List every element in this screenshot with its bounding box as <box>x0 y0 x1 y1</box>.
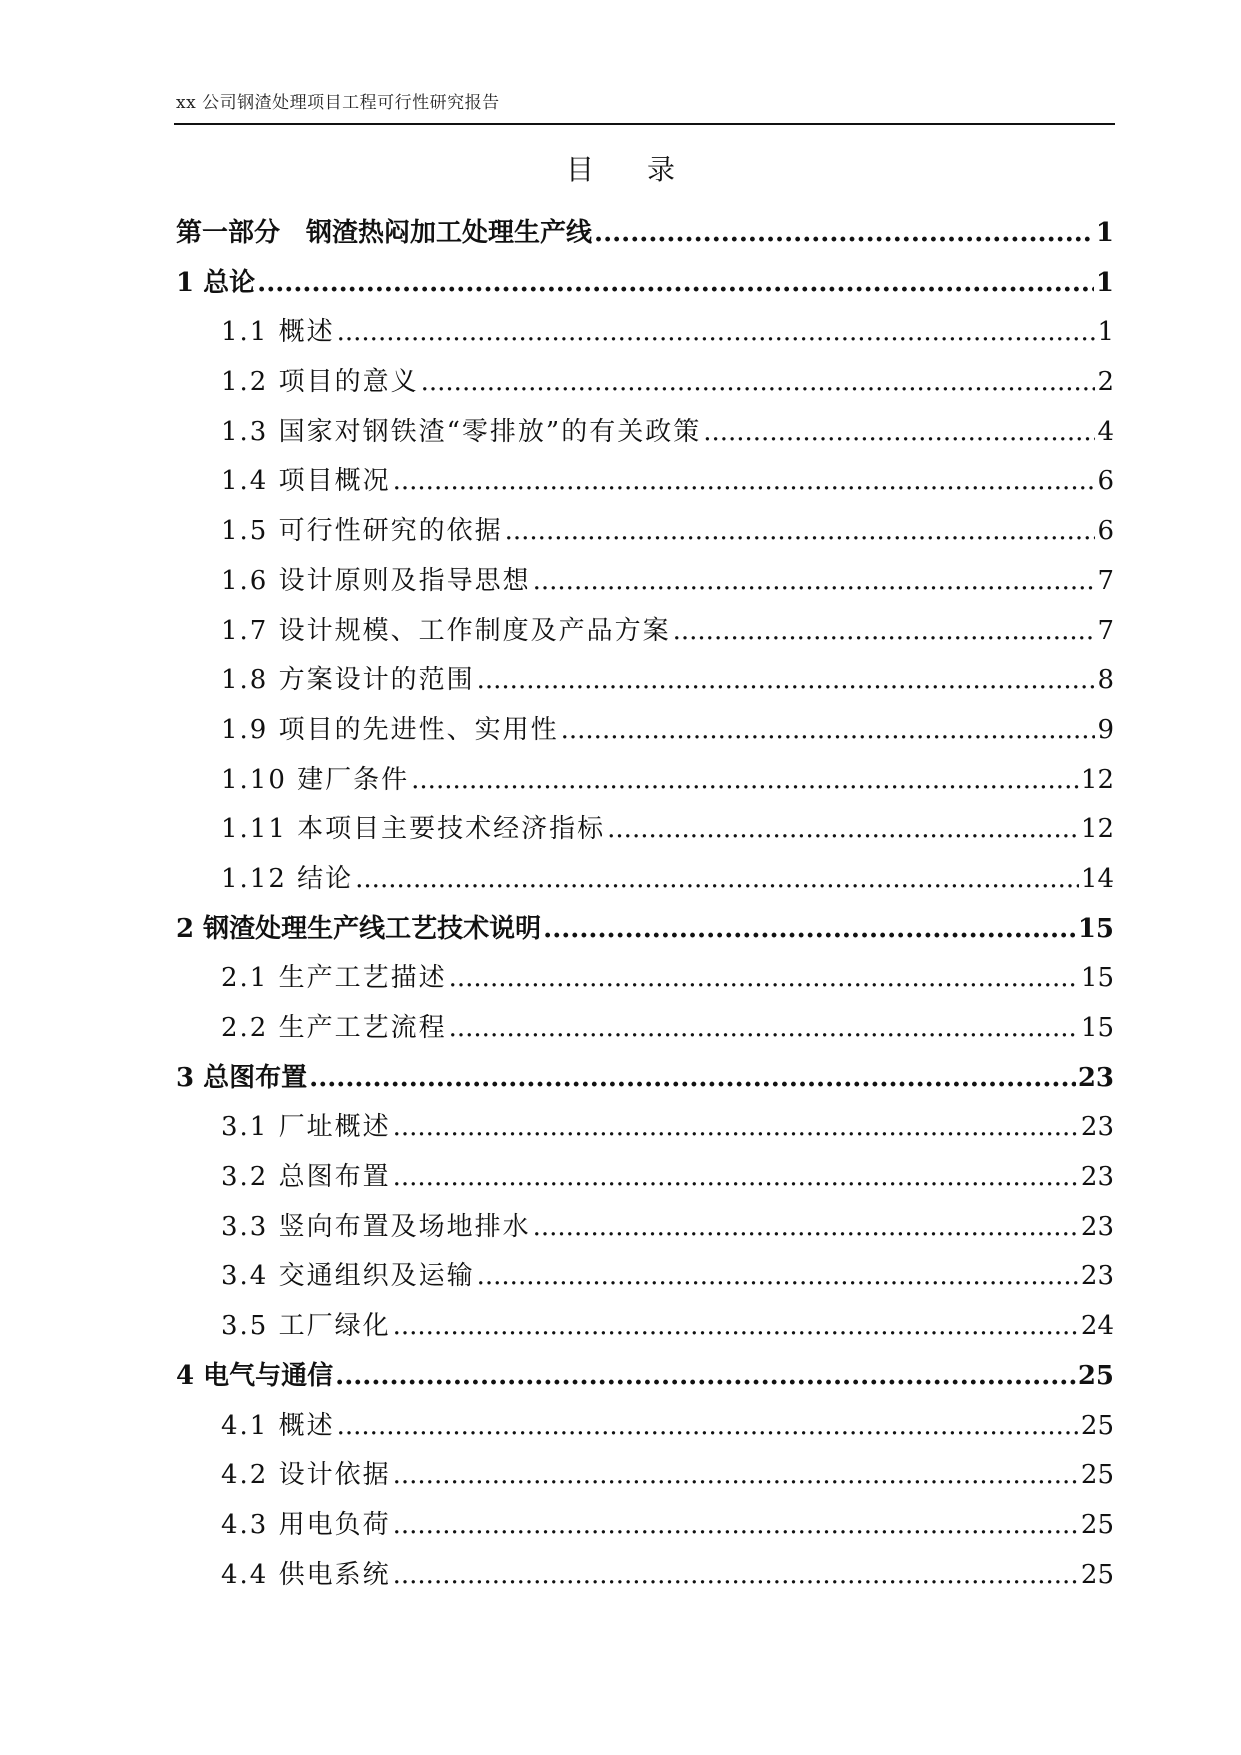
page-header: xx 公司钢渣处理项目工程可行性研究报告 <box>176 93 500 113</box>
toc-entry-page-number: 7 <box>1097 615 1114 646</box>
toc-entry-page-number: 9 <box>1097 714 1114 745</box>
toc-entry-page-number: 8 <box>1097 665 1114 696</box>
toc-dot-leader <box>533 566 1096 596</box>
toc-entry[interactable] <box>176 808 1114 858</box>
toc-entry[interactable] <box>176 262 1114 312</box>
toc-entry-page-number: 15 <box>1080 963 1114 994</box>
toc-entry-label: 4.3 用电负荷 <box>221 1509 391 1540</box>
toc-entry[interactable] <box>176 610 1114 660</box>
toc-entry[interactable] <box>176 311 1114 361</box>
toc-title: 目 录 <box>566 153 697 186</box>
toc-entry[interactable] <box>176 759 1114 809</box>
toc-entry-page-number: 25 <box>1080 1410 1114 1441</box>
toc-entry-label: 3.3 竖向布置及场地排水 <box>221 1211 531 1242</box>
toc-entry-label: 3.4 交通组织及运输 <box>221 1261 475 1292</box>
toc-entry-page-number: 1 <box>1095 267 1114 298</box>
toc-entry-page-number: 6 <box>1097 466 1114 497</box>
toc-entry[interactable] <box>176 361 1114 411</box>
toc-entry[interactable] <box>176 460 1114 510</box>
toc-dot-leader <box>393 1162 1079 1192</box>
table-of-contents <box>176 212 1114 1603</box>
toc-dot-leader <box>411 765 1079 795</box>
toc-entry[interactable] <box>176 1156 1114 1206</box>
toc-entry-label: 4 电气与通信 <box>176 1360 334 1391</box>
toc-entry[interactable] <box>176 908 1114 958</box>
toc-entry-label: 1.7 设计规模、工作制度及产品方案 <box>221 615 671 646</box>
toc-entry[interactable] <box>176 1007 1114 1057</box>
toc-entry-label: 4.4 供电系统 <box>221 1559 391 1590</box>
toc-entry-page-number: 15 <box>1080 1013 1114 1043</box>
toc-entry[interactable] <box>176 858 1114 908</box>
toc-entry-label: 4.2 设计依据 <box>221 1460 391 1491</box>
toc-entry-page-number: 23 <box>1077 1062 1114 1093</box>
toc-entry-page-number: 12 <box>1080 764 1114 795</box>
toc-entry[interactable] <box>176 957 1114 1007</box>
toc-dot-leader <box>477 665 1096 695</box>
toc-entry-page-number: 23 <box>1080 1112 1114 1143</box>
toc-entry-page-number: 4 <box>1097 416 1114 447</box>
toc-entry-label: 1.1 概述 <box>221 317 335 348</box>
toc-entry[interactable] <box>176 1057 1114 1107</box>
toc-dot-leader <box>337 1411 1079 1441</box>
toc-entry-label: 1 总论 <box>176 267 256 298</box>
toc-entry-label: 2.2 生产工艺流程 <box>221 1013 447 1043</box>
toc-dot-leader <box>505 516 1096 546</box>
toc-dot-leader <box>337 317 1096 347</box>
toc-dot-leader <box>561 715 1096 745</box>
toc-entry-page-number: 14 <box>1080 863 1114 894</box>
toc-entry[interactable] <box>176 709 1114 759</box>
toc-dot-leader <box>393 466 1096 496</box>
toc-dot-leader <box>533 1212 1079 1242</box>
toc-entry-page-number: 2 <box>1097 367 1114 398</box>
toc-entry-label: 3.5 工厂绿化 <box>221 1311 391 1342</box>
toc-entry-page-number: 25 <box>1077 1360 1114 1391</box>
toc-entry-label: 1.9 项目的先进性、实用性 <box>221 714 559 745</box>
toc-entry[interactable] <box>176 1355 1114 1405</box>
toc-dot-leader <box>543 914 1076 944</box>
toc-entry[interactable] <box>176 560 1114 610</box>
toc-dot-leader <box>393 1560 1079 1590</box>
toc-entry-page-number: 1 <box>1095 218 1114 248</box>
toc-entry-page-number: 15 <box>1077 913 1114 944</box>
toc-entry-label: 4.1 概述 <box>221 1410 335 1441</box>
toc-entry-label: 3.2 总图布置 <box>221 1162 391 1193</box>
toc-dot-leader <box>477 1261 1079 1291</box>
toc-dot-leader <box>393 1460 1079 1490</box>
toc-entry-label: 2.1 生产工艺描述 <box>221 963 447 994</box>
toc-dot-leader <box>703 417 1095 447</box>
toc-entry[interactable] <box>176 1255 1114 1305</box>
toc-entry[interactable] <box>176 510 1114 560</box>
toc-entry-label: 2 钢渣处理生产线工艺技术说明 <box>176 913 542 944</box>
toc-entry[interactable] <box>176 411 1114 461</box>
toc-entry[interactable] <box>176 1206 1114 1256</box>
toc-entry-label: 1.12 结论 <box>221 863 354 894</box>
toc-entry-page-number: 6 <box>1097 516 1114 547</box>
toc-entry-page-number: 25 <box>1080 1509 1114 1540</box>
toc-entry-page-number: 25 <box>1080 1460 1114 1491</box>
toc-entry[interactable] <box>176 1554 1114 1604</box>
toc-entry-label: 1.8 方案设计的范围 <box>221 665 475 696</box>
toc-entry-label: 1.11 本项目主要技术经济指标 <box>221 814 606 845</box>
toc-entry-label: 3.1 厂址概述 <box>221 1112 391 1143</box>
toc-entry[interactable] <box>176 1405 1114 1455</box>
toc-entry-label: 1.5 可行性研究的依据 <box>221 516 503 547</box>
toc-entry-page-number: 23 <box>1080 1261 1114 1292</box>
toc-entry-page-number: 12 <box>1080 814 1114 845</box>
toc-dot-leader <box>393 1112 1079 1142</box>
toc-dot-leader <box>257 268 1094 298</box>
toc-dot-leader <box>421 367 1096 397</box>
toc-dot-leader <box>309 1063 1076 1093</box>
toc-entry[interactable] <box>176 659 1114 709</box>
toc-entry[interactable] <box>176 1106 1114 1156</box>
toc-entry-page-number: 23 <box>1080 1162 1114 1193</box>
toc-entry-label: 1.3 国家对钢铁渣“零排放”的有关政策 <box>221 416 702 447</box>
toc-entry-page-number: 1 <box>1097 317 1114 348</box>
toc-entry[interactable] <box>176 1454 1114 1504</box>
toc-entry-label: 1.10 建厂条件 <box>221 764 410 795</box>
toc-dot-leader <box>335 1361 1076 1391</box>
toc-dot-leader <box>594 218 1094 248</box>
toc-entry-page-number: 7 <box>1097 565 1114 596</box>
toc-entry[interactable] <box>176 212 1114 262</box>
toc-dot-leader <box>449 1013 1079 1043</box>
toc-entry-page-number: 23 <box>1080 1211 1114 1242</box>
header-divider <box>174 123 1115 125</box>
toc-entry-page-number: 25 <box>1080 1559 1114 1590</box>
toc-dot-leader <box>393 1510 1079 1540</box>
toc-entry-label: 1.2 项目的意义 <box>221 367 419 398</box>
toc-entry[interactable] <box>176 1305 1114 1355</box>
toc-dot-leader <box>449 963 1079 993</box>
toc-dot-leader <box>393 1311 1079 1341</box>
toc-entry-label: 3 总图布置 <box>176 1062 308 1093</box>
toc-dot-leader <box>673 616 1096 646</box>
toc-entry-page-number: 24 <box>1080 1311 1114 1342</box>
toc-entry-label: 1.6 设计原则及指导思想 <box>221 565 531 596</box>
toc-entry[interactable] <box>176 1504 1114 1554</box>
toc-dot-leader <box>607 814 1079 844</box>
toc-dot-leader <box>355 864 1079 894</box>
toc-entry-label: 1.4 项目概况 <box>221 466 391 497</box>
toc-entry-label: 第一部分 钢渣热闷加工处理生产线 <box>176 218 593 248</box>
